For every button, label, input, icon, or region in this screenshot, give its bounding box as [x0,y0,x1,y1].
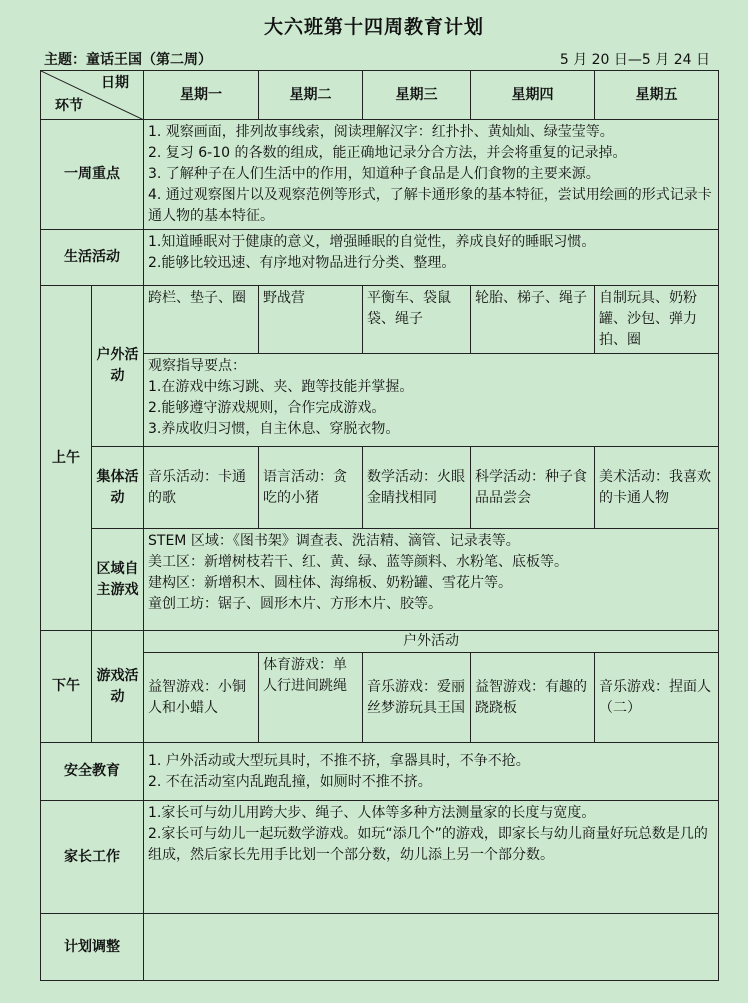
group-fri: 美术活动：我喜欢的卡通人物 [595,447,719,529]
afternoon-banner: 户外活动 [144,631,719,653]
diag-date-label: 日期 [101,75,129,91]
day-header-mon: 星期一 [144,71,259,120]
life-content [144,230,719,286]
parents-row [41,801,719,914]
plan-table [40,70,719,981]
adjust-label: 计划调整 [41,914,144,981]
group-wed: 数学活动：火眼金睛找相同 [363,447,471,529]
life-item: 2.能够比较迅速、有序地对物品进行分类、整理。 [148,255,456,271]
page-title: 大六班第十四周教育计划 [263,16,484,38]
afternoon-tue: 体育游戏：单人行进间跳绳 [259,653,363,743]
area-item: 童创工坊：锯子、圆形木片、方形木片、胶等。 [148,596,442,612]
games-label: 游戏活动 [92,631,144,743]
group-thu: 科学活动：种子食品品尝会 [471,447,595,529]
afternoon-label: 下午 [41,631,92,743]
outdoor-fri: 自制玩具、奶粉罐、沙包、弹力拍、圈 [595,286,719,354]
outdoor-notes [144,354,719,447]
area-item: 美工区：新增树枝若干、红、黄、绿、蓝等颜料、水粉笔、底板等。 [148,554,568,570]
outdoor-thu: 轮胎、梯子、绳子 [471,286,595,354]
outdoor-mon: 跨栏、垫子、圈 [144,286,259,354]
focus-item: 3. 了解种子在人们生活中的作用，知道种子食品是人们食物的主要来源。 [148,166,600,182]
safety-content [144,743,719,801]
morning-label: 上午 [41,286,92,631]
area-label: 区域自主游戏 [92,529,144,631]
group-label: 集体活动 [92,447,144,529]
safety-label: 安全教育 [41,743,144,801]
adjust-content [144,914,719,981]
area-item: STEM 区域：《图书架》调查表、洗洁精、滴管、记录表等。 [148,533,520,549]
date-range: 5 月 20 日—5 月 24 日 [559,52,710,68]
group-mon: 音乐活动：卡通的歌 [144,447,259,529]
parents-item: 1.家长可与幼儿用跨大步、绳子、人体等多种方法测量家的长度与宽度。 [148,805,596,821]
subtitle-row [40,49,710,69]
afternoon-thu: 益智游戏：有趣的跷跷板 [471,653,595,743]
outdoor-tue: 野战营 [259,286,363,354]
life-label: 生活活动 [41,230,144,286]
area-row [41,529,719,631]
weekly-focus-content [144,120,719,230]
outdoor-label: 户外活动 [92,286,144,447]
weekly-focus-label: 一周重点 [41,120,144,230]
outdoor-note: 观察指导要点： [148,358,246,374]
outdoor-note: 1.在游戏中练习跳、夹、跑等技能并掌握。 [148,379,414,395]
area-item: 建构区：新增积木、圆柱体、海绵板、奶粉罐、雪花片等。 [148,575,512,591]
focus-item: 2. 复习 6-10 的各数的组成，能正确地记录分合方法，并会将重复的记录掉。 [148,145,627,161]
afternoon-fri: 音乐游戏：捏面人（二） [595,653,719,743]
day-header-fri: 星期五 [595,71,719,120]
group-tue: 语言活动：贪吃的小猪 [259,447,363,529]
safety-row [41,743,719,801]
theme-label: 主题：童话王国（第二周） [44,52,212,68]
outdoor-note: 2.能够遵守游戏规则，合作完成游戏。 [148,400,386,416]
day-header-wed: 星期三 [363,71,471,120]
parents-item: 2.家长可与幼儿一起玩数学游戏。如玩“添几个”的游戏，即家长与幼儿商量好玩总数是几的组成，然后家长先用手比划一个部分数，幼儿添上另一个部分数。 [148,826,708,863]
focus-item: 4. 通过观察图片以及观察范例等形式，了解卡通形象的基本特征，尝试用绘画的形式记录卡通人物的基本特征。 [148,187,712,224]
area-content [144,529,719,631]
header-row [41,71,719,120]
diag-section-label: 环节 [55,98,83,114]
afternoon-banner-row [41,631,719,653]
outdoor-days-row [41,286,719,354]
safety-item: 2. 不在活动室内乱跑乱撞，如厕时不推不挤。 [148,773,432,790]
day-header-thu: 星期四 [471,71,595,120]
weekly-focus-row [41,120,719,230]
afternoon-mon: 益智游戏：小铜人和小蜡人 [144,653,259,743]
day-header-tue: 星期二 [259,71,363,120]
outdoor-note: 3.养成收归习惯，自主休息、穿脱衣物。 [148,421,400,437]
diagonal-header-cell [41,71,144,120]
parents-label: 家长工作 [41,801,144,914]
adjust-row [41,914,719,981]
life-row [41,230,719,286]
focus-item: 1. 观察画面，排列故事线索，阅读理解汉字：红扑扑、黄灿灿、绿莹莹等。 [148,124,614,140]
afternoon-wed: 音乐游戏：爱丽丝梦游玩具王国 [363,653,471,743]
outdoor-wed: 平衡车、袋鼠袋、绳子 [363,286,471,354]
life-item: 1.知道睡眠对于健康的意义，增强睡眠的自觉性，养成良好的睡眠习惯。 [148,234,596,250]
group-row [41,447,719,529]
safety-item: 1. 户外活动或大型玩具时，不推不挤，拿器具时，不争不抢。 [148,752,530,769]
parents-content [144,801,719,914]
